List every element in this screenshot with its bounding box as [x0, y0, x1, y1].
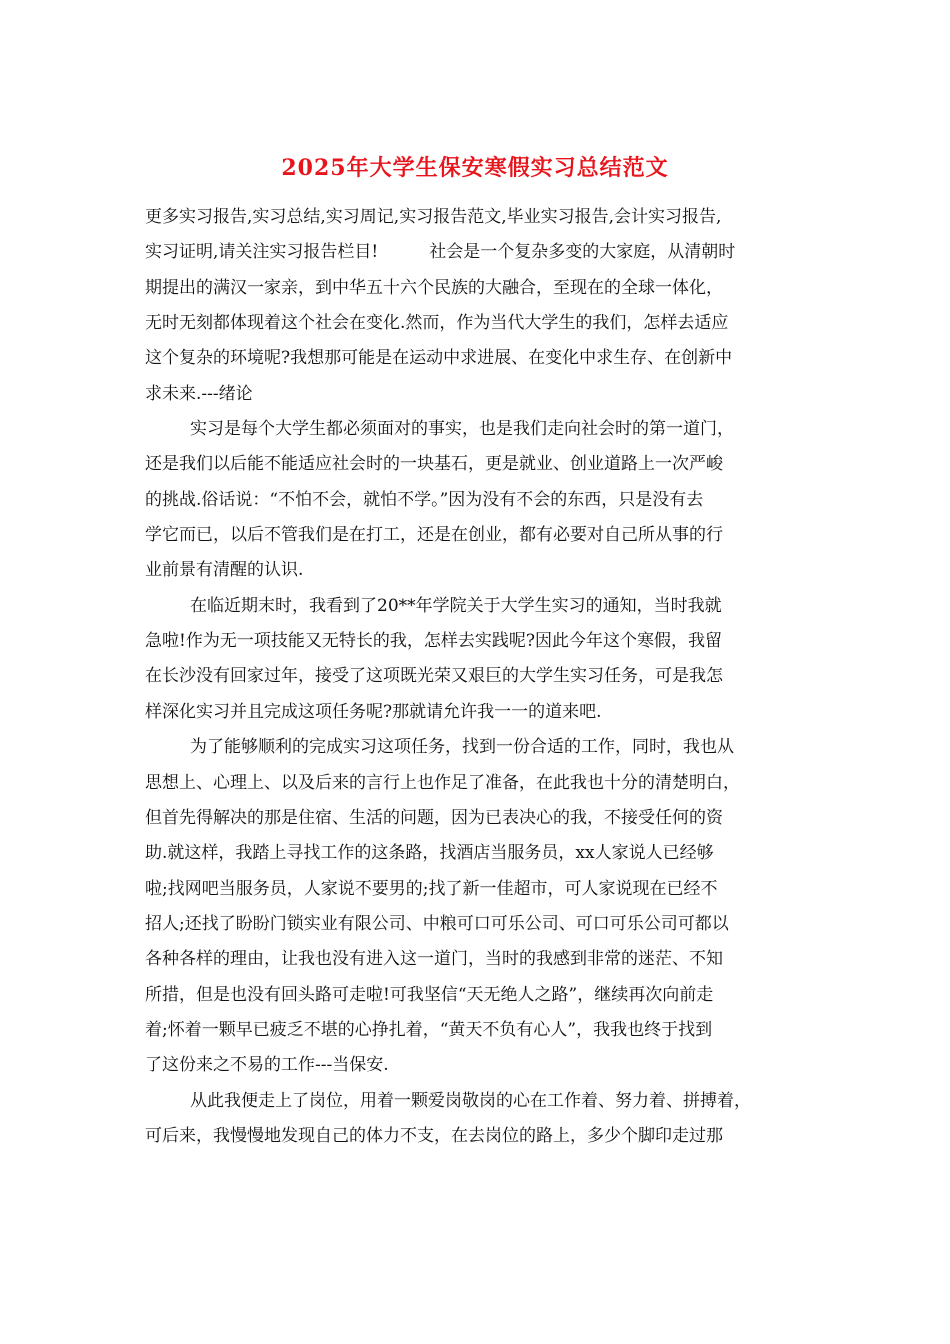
body-line: 求未来.---绪论	[145, 383, 253, 404]
body-line: 为了能够顺利的完成实习这项任务，找到一份合适的工作，同时，我也从	[190, 737, 734, 758]
body-line: 但首先得解决的那是住宿、生活的问题，因为已表决心的我，不接受任何的资	[145, 807, 723, 828]
body-line: 可后来，我慢慢地发现自己的体力不支，在去岗位的路上，多少个脚印走过那	[145, 1125, 723, 1146]
body-line: 这个复杂的环境呢?我想那可能是在运动中求进展、在变化中求生存、在创新中	[145, 348, 733, 369]
body-line: 啦;找网吧当服务员，人家说不要男的;找了新一佳超市，可人家说现在已经不	[145, 878, 718, 899]
body-line: 在临近期末时，我看到了20**年学院关于大学生实习的通知，当时我就	[190, 595, 722, 616]
body-line: 着;怀着一颗早已疲乏不堪的心挣扎着，“黄天不负有心人”，我我也终于找到	[145, 1019, 713, 1040]
body-line: 从此我便走上了岗位，用着一颗爱岗敬岗的心在工作着、努力着、拼搏着，	[190, 1090, 751, 1111]
body-line: 助.就这样，我踏上寻找工作的这条路，找酒店当服务员，xx人家说人已经够	[145, 843, 714, 864]
body-line: 急啦!作为无一项技能又无特长的我，怎样去实践呢?因此今年这个寒假，我留	[145, 631, 722, 652]
body-line: 样深化实习并且完成这项任务呢?那就请允许我一一的道来吧.	[145, 701, 602, 722]
body-line: 还是我们以后能不能适应社会时的一块基石，更是就业、创业道路上一次严峻	[145, 454, 723, 475]
body-line: 无时无刻都体现着这个社会在变化.然而，作为当代大学生的我们，怎样去适应	[145, 313, 729, 334]
body-line: 所措，但是也没有回头路可走啦!可我坚信“天无绝人之路”，继续再次向前走	[145, 984, 714, 1005]
body-line: 招人;还找了盼盼门锁实业有限公司、中粮可口可乐公司、可口可乐公司可都以	[145, 913, 729, 934]
body-line: 实习是每个大学生都必须面对的事实，也是我们走向社会时的第一道门，	[190, 419, 734, 440]
body-line: 学它而已，以后不管我们是在打工，还是在创业，都有必要对自己所从事的行	[145, 525, 723, 546]
body-line: 在长沙没有回家过年，接受了这项既光荣又艰巨的大学生实习任务，可是我怎	[145, 666, 723, 687]
document-body	[145, 200, 813, 1154]
body-line: 思想上、心理上、以及后来的言行上也作足了准备，在此我也十分的清楚明白，	[145, 772, 740, 793]
body-line: 了这份来之不易的工作---当保安.	[145, 1055, 389, 1076]
body-line: 期提出的满汉一家亲，到中华五十六个民族的大融合，至现在的全球一体化，	[145, 277, 723, 298]
body-line: 实习证明,请关注实习报告栏目! 社会是一个复杂多变的大家庭，从清朝时	[145, 242, 736, 263]
body-line: 更多实习报告,实习总结,实习周记,实习报告范文,毕业实习报告,会计实习报告,	[145, 207, 722, 227]
body-line: 的挑战.俗话说：“不怕不会，就怕不学。”因为没有不会的东西，只是没有去	[145, 489, 704, 510]
body-line: 各种各样的理由，让我也没有进入这一道门，当时的我感到非常的迷茫、不知	[145, 949, 723, 970]
body-line: 业前景有清醒的认识.	[145, 560, 304, 581]
document-title: 2025年大学生保安寒假实习总结范文	[281, 155, 669, 181]
